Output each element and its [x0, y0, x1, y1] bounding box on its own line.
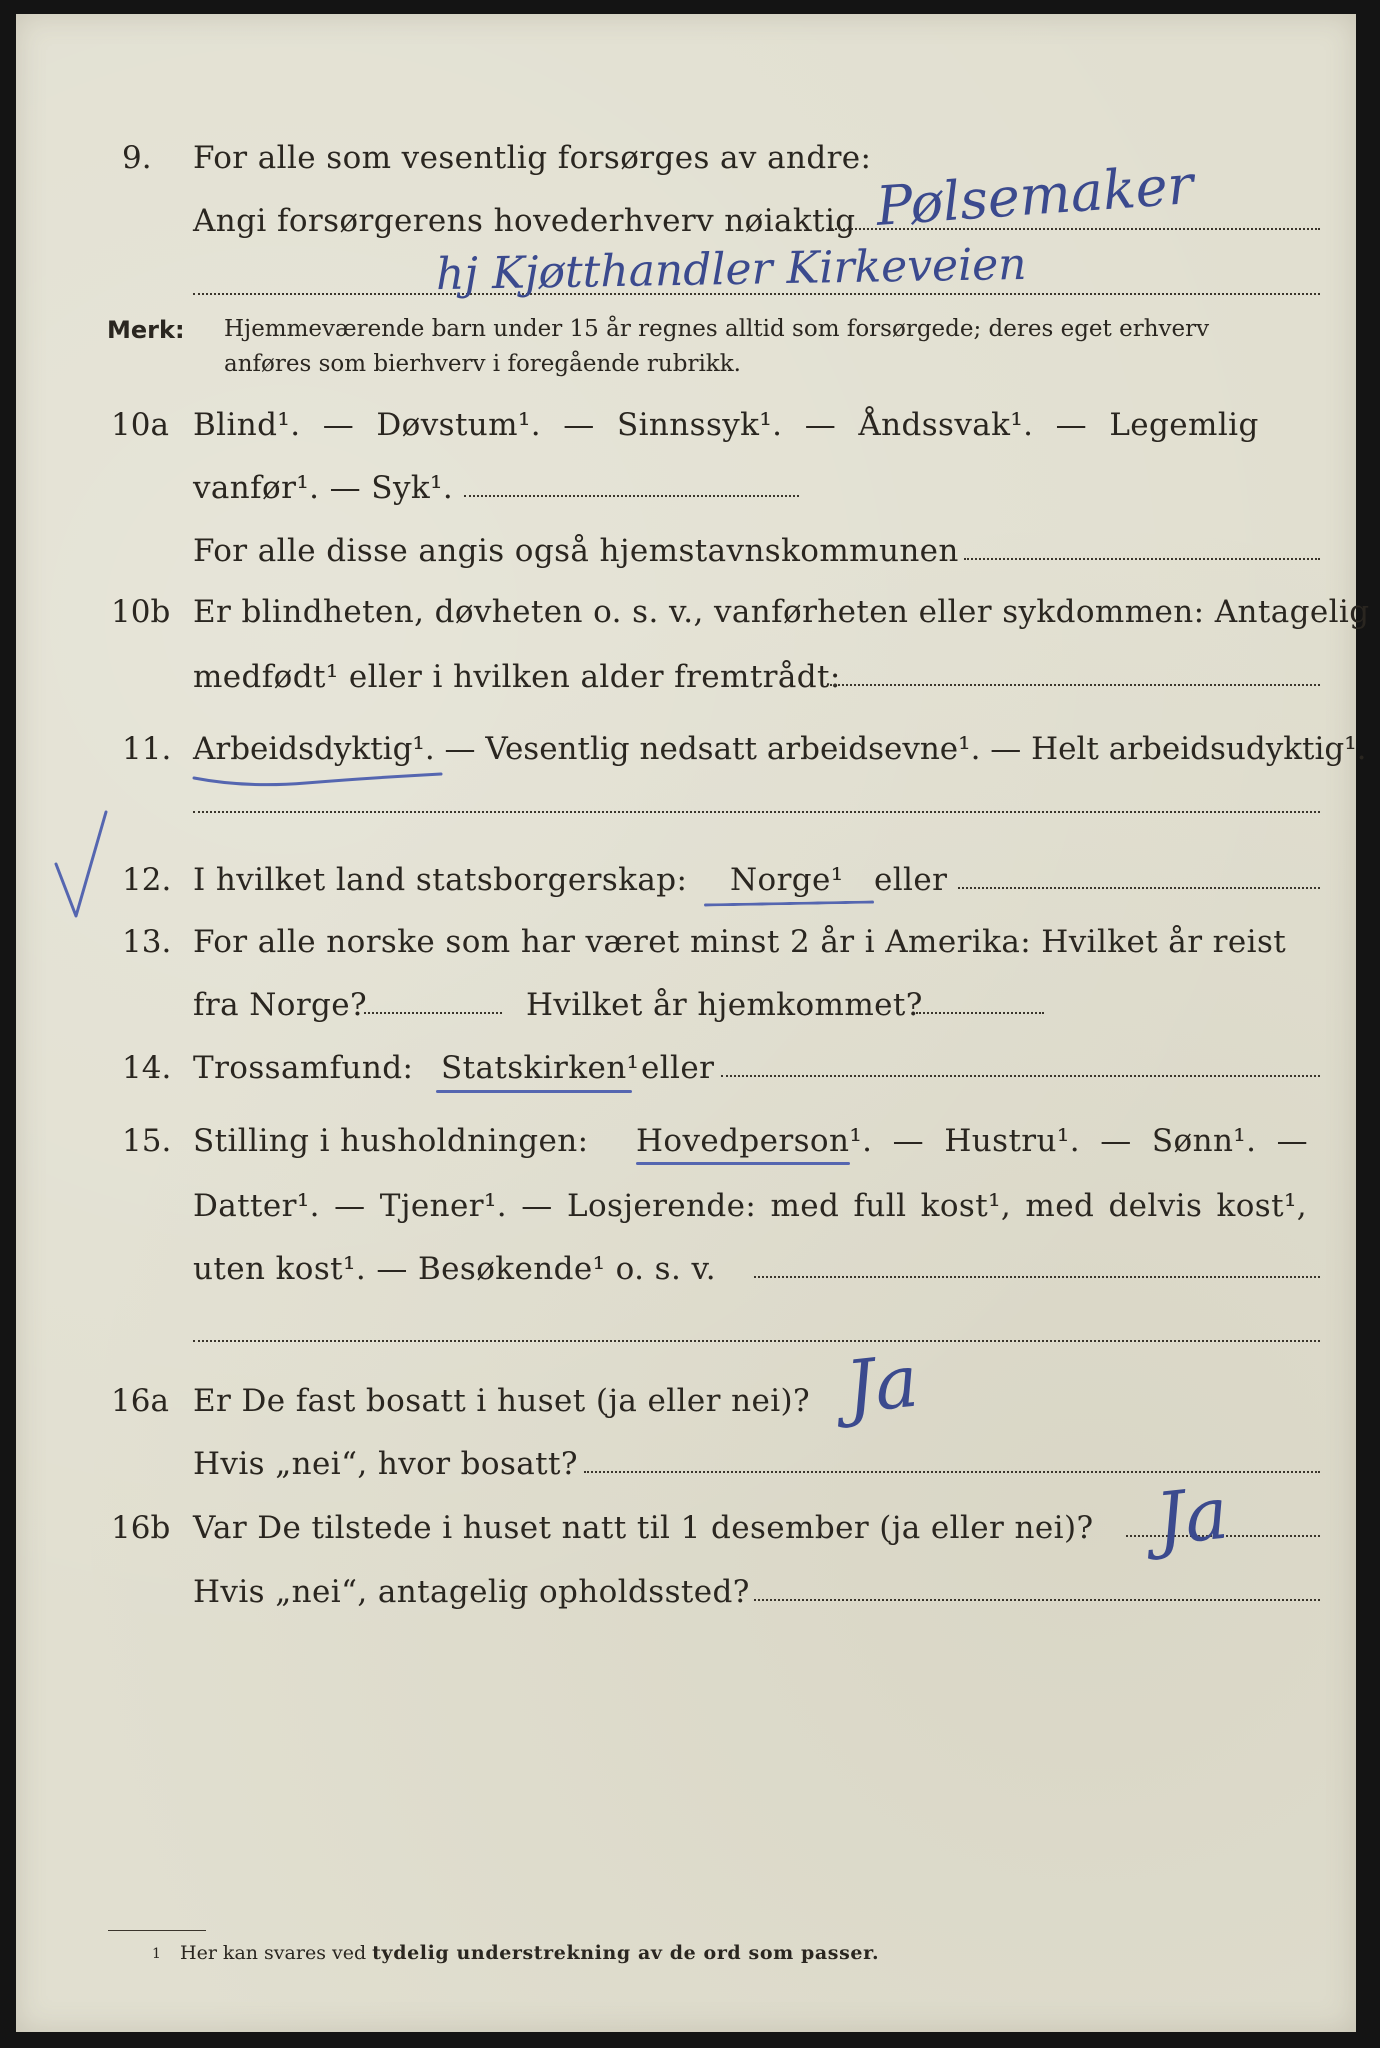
q16a-text-line2: Hvis „nei“, hvor bosatt?: [193, 1446, 578, 1482]
q12-suffix: eller: [874, 862, 948, 898]
q16b-number: 16b: [111, 1510, 171, 1546]
q14-prefix: Trossamfund:: [193, 1050, 414, 1086]
q16b-handwritten-answer: Ja: [1151, 1470, 1232, 1562]
q14-suffix: eller: [641, 1050, 715, 1086]
footnote-text-plain: Her kan svares ved: [180, 1942, 367, 1964]
q12-number: 12.: [122, 862, 172, 898]
footnote-text: [180, 1942, 879, 1964]
q12-handwritten-underline: [704, 901, 874, 907]
q15-number: 15.: [122, 1123, 172, 1159]
q16a-text-line1: Er De fast bosatt i huset (ja eller nei)?: [193, 1383, 811, 1419]
q16b-text-line1: Var De tilstede i huset natt til 1 desember (ja eller nei)?: [193, 1510, 1094, 1546]
q13-number: 13.: [122, 924, 172, 960]
q9-number: 9.: [122, 140, 152, 176]
q15-text-line2: Datter¹. — Tjener¹. — Losjerende: med full kost¹, med delvis kost¹,: [193, 1188, 1308, 1224]
q10a-hometown-line: [964, 558, 1320, 560]
merk-label: Merk:: [107, 316, 185, 344]
q12-answer-line: [958, 887, 1320, 889]
q16a-handwritten-answer: Ja: [841, 1338, 922, 1430]
q14-handwritten-underline: [436, 1090, 632, 1093]
census-form-page: [16, 14, 1370, 2032]
footnote-rule: [108, 1930, 206, 1931]
q16a-number: 16a: [111, 1383, 169, 1419]
footnote-text-bold: tydelig understrekning av de ord som passer.: [372, 1942, 880, 1964]
q9-text-line1: For alle som vesentlig forsørges av andre:: [193, 140, 872, 176]
q13-text-line2a: fra Norge?: [193, 987, 368, 1023]
q15-text-line3: uten kost¹. — Besøkende¹ o. s. v.: [193, 1251, 716, 1287]
q15-text-line1b: Hovedperson¹. — Hustru¹. — Sønn¹. —: [636, 1123, 1309, 1159]
q10b-text-line2: medfødt¹ eller i hvilken alder fremtrådt:: [193, 659, 841, 695]
q14-option-state-church: Statskirken¹: [441, 1050, 640, 1086]
q12-option-norway: Norge¹: [730, 862, 844, 898]
merk-text-line2: anføres som bierhverv i foregående rubrikk.: [224, 351, 741, 377]
q13-departure-year-line: [364, 1012, 502, 1014]
q11-text: Arbeidsdyktig¹. — Vesentlig nedsatt arbeidsevne¹. — Helt arbeidsudyktig¹.: [193, 731, 1367, 767]
q16b-place-line: [754, 1599, 1320, 1601]
q15-text-line1a: Stilling i husholdningen:: [193, 1123, 589, 1159]
q13-text-line2b: Hvilket år hjemkommet?: [526, 987, 923, 1023]
q14-number: 14.: [122, 1050, 172, 1086]
q14-answer-line: [721, 1075, 1320, 1077]
q10a-answer-line: [464, 495, 799, 497]
q10b-answer-line: [830, 684, 1320, 686]
q11-extra-line: [193, 811, 1320, 813]
q9-handwritten-employer: hj Kjøtthandler Kirkeveien: [435, 238, 1027, 301]
q12-prefix: I hvilket land statsborgerskap:: [193, 862, 688, 898]
q13-return-year-line: [916, 1012, 1044, 1014]
q9-text-line2: Angi forsørgerens hovederhverv nøiaktig: [193, 203, 856, 239]
q15-handwritten-underline: [636, 1162, 850, 1165]
q16b-text-line2: Hvis „nei“, antagelig opholdssted?: [193, 1574, 750, 1610]
q15-answer-line1: [754, 1276, 1320, 1278]
q10b-text-line1: Er blindheten, døvheten o. s. v., vanførheten eller sykdommen: Antagelig: [193, 594, 1370, 630]
q10a-text-line1: Blind¹. — Døvstum¹. — Sinnssyk¹. — Åndssvak¹. — Legemlig: [193, 407, 1259, 443]
check-mark-icon: [48, 804, 118, 924]
q10a-text-line3: For alle disse angis også hjemstavnskommunen: [193, 533, 959, 569]
q10b-number: 10b: [111, 594, 171, 630]
q11-number: 11.: [122, 731, 172, 767]
q11-handwritten-underline: [186, 766, 456, 790]
q13-text-line1: For alle norske som har været minst 2 år i Amerika: Hvilket år reist: [193, 924, 1287, 960]
q10a-text-line2: vanfør¹. — Syk¹.: [193, 470, 454, 506]
merk-text-line1: Hjemmeværende barn under 15 år regnes alltid som forsørgede; deres eget erhverv: [224, 316, 1210, 342]
q15-answer-line2: [193, 1340, 1320, 1342]
q10a-number: 10a: [111, 407, 169, 443]
footnote-marker: 1: [152, 1946, 161, 1962]
q9-handwritten-occupation: Pølsemaker: [874, 153, 1196, 238]
